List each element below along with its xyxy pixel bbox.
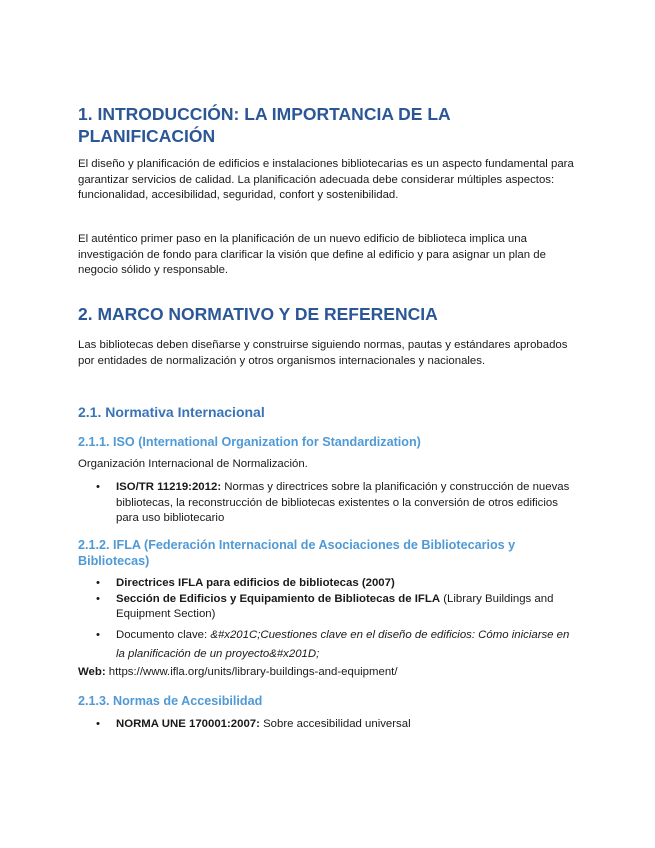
iso-list (78, 480, 578, 527)
section-1-paragraph-1: El diseño y planificación de edificios e instalaciones bibliotecarias es un aspecto fundamental para garantizar servicios de calidad. La planificación adecuada debe considerar múltiples aspectos: funcionalidad, accesibilidad, seguridad, confort y sostenibilidad. (78, 158, 574, 201)
ifla-guidelines: Directrices IFLA para edificios de bibliotecas (2007) (116, 577, 395, 589)
bullet: • (96, 628, 100, 641)
section-2-1-1-heading: 2.1.1. ISO (International Organization for Standardization) (78, 435, 421, 449)
key-document-title: &#x201C;Cuestiones clave en el diseño de edificios: Cómo iniciarse en la planificación de un proyecto&#x201D; (116, 628, 570, 660)
section-1-heading: 1. INTRODUCCIÓN: LA IMPORTANCIA DE LA PLANIFICACIÓN (78, 104, 451, 146)
list-item (78, 592, 578, 623)
une-norm-name: NORMA UNE 170001:2007: (116, 718, 260, 730)
bullet: • (96, 592, 100, 605)
section-2-1-heading: 2.1. Normativa Internacional (78, 404, 265, 420)
list-item (78, 717, 578, 733)
section-2-1-3-heading: 2.1.3. Normas de Accesibilidad (78, 694, 263, 708)
bullet: • (96, 481, 100, 493)
section-2-1-2-heading: 2.1.2. IFLA (Federación Internacional de Asociaciones de Bibliotecarios y Bibliotecas) (78, 538, 516, 568)
web-url: https://www.ifla.org/units/library-buildings-and-equipment/ (105, 666, 398, 678)
list-item (78, 576, 578, 592)
web-label: Web: (78, 666, 106, 678)
ifla-section-name: Sección de Edificios y Equipamiento de Bibliotecas de IFLA (116, 592, 441, 605)
ifla-section-english: (Library Buildings and Equipment Section) (116, 592, 554, 620)
key-document-label: Documento clave: (116, 628, 211, 641)
section-2-1-1-paragraph: Organización Internacional de Normalización. (78, 458, 308, 470)
list-item (78, 626, 578, 664)
section-2-heading: 2. MARCO NORMATIVO Y DE REFERENCIA (78, 304, 438, 324)
une-norm-description: Sobre accesibilidad universal (259, 718, 411, 730)
bullet: • (96, 577, 100, 589)
iso-norm-name: ISO/TR 11219:2012: (116, 481, 222, 493)
list-item (78, 480, 578, 527)
section-2-paragraph-1: Las bibliotecas deben diseñarse y construirse siguiendo normas, pautas y estándares aprobados por entidades de normalización y otros organismos internacionales y nacionales. (78, 339, 568, 367)
ifla-web-line (78, 665, 578, 681)
accessibility-list (78, 717, 578, 733)
section-1-paragraph-2: El auténtico primer paso en la planificación de un nuevo edificio de biblioteca implica una investigación de fondo para clarificar la visión que define al edificio y para asignar un plan de negocio sólido y responsable. (78, 233, 546, 276)
iso-norm-description: Normas y directrices sobre la planificación y construcción de nuevas bibliotecas, la reconstrucción de bibliotecas existentes o la conversión de otros edificios para uso bibliotecario (116, 481, 570, 524)
bullet: • (96, 718, 100, 730)
ifla-list (78, 576, 578, 664)
